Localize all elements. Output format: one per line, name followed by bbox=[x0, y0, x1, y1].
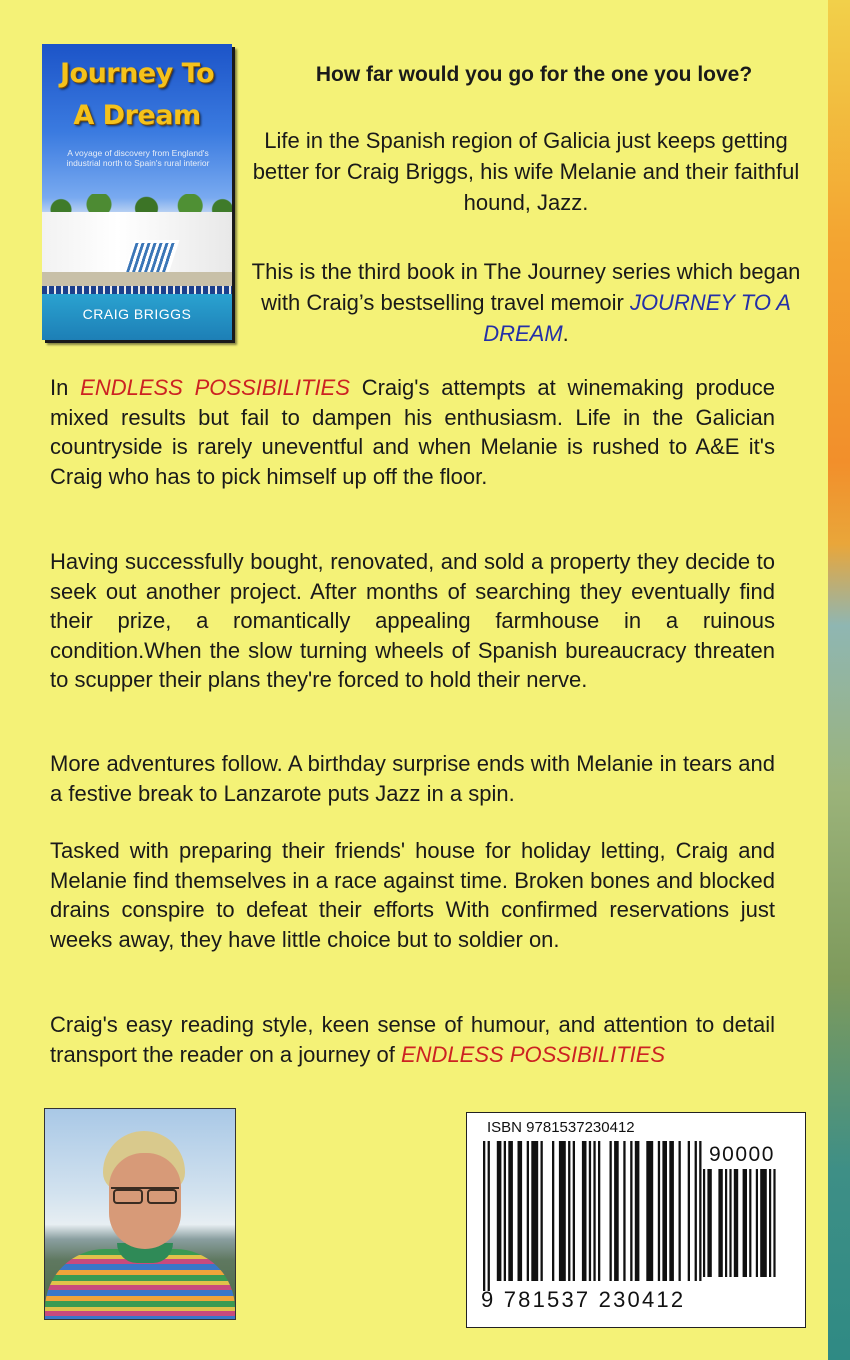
blurb-paragraph-4: Tasked with preparing their friends' house for holiday letting, Craig and Melanie find themselves in a race against time. Broken bones and blocked drains conspire to defeat their efforts With confirmed reservations just weeks away, they have little choice but to soldier on. bbox=[50, 838, 775, 952]
cover-author: CRAIG BRIGGS bbox=[82, 306, 192, 322]
barcode-bar bbox=[518, 1141, 523, 1281]
barcode-bar bbox=[527, 1141, 529, 1281]
tagline: How far would you go for the one you love? bbox=[315, 63, 753, 86]
blurb-p1-text: Craig's attempts at winemaking produce mixed results but fail to dampen his enthusiasm. Life in the Galician countryside is rarely uneventful and when Melanie is rushed to A&E it's Craig who has to pick himself up off the floor. bbox=[50, 375, 775, 489]
blurb-p5-text: Craig's easy reading style, keen sense of humour, and attention to detail transport the reader on a journey of bbox=[50, 1012, 775, 1067]
cover-pool-tiles bbox=[42, 286, 232, 294]
barcode-bar bbox=[718, 1169, 722, 1277]
barcode-bar bbox=[623, 1141, 625, 1281]
barcode-bar bbox=[760, 1169, 767, 1277]
author-photo bbox=[44, 1108, 236, 1320]
spine-edge-strip bbox=[828, 0, 850, 1360]
price-code: 90000 bbox=[709, 1143, 775, 1166]
blurb-paragraph-2: Having successfully bought, renovated, and sold a property they decide to seek out another project. After months of searching they eventually find their prize, a romantically appealing farmhouse in a ruinous condition.When the slow turning wheels of Spanish bureaucracy threaten to scupper their plans they're forced to hold their nerve. bbox=[50, 549, 775, 692]
barcode-bar bbox=[729, 1169, 731, 1277]
barcode-bar bbox=[630, 1141, 632, 1281]
barcode-bar bbox=[756, 1169, 758, 1277]
barcode-bar bbox=[646, 1141, 653, 1281]
barcode-bar bbox=[598, 1141, 600, 1281]
barcode-bar bbox=[488, 1141, 490, 1291]
barcode-bar bbox=[614, 1141, 619, 1281]
barcode-bar bbox=[749, 1169, 751, 1277]
barcode-bar bbox=[669, 1141, 674, 1281]
barcode-bar bbox=[743, 1169, 747, 1277]
cover-thumbnail bbox=[42, 44, 232, 340]
barcode-bar bbox=[573, 1141, 575, 1281]
cover-title-line2: A Dream bbox=[73, 100, 201, 131]
isbn-digits: 9 781537 230412 bbox=[481, 1287, 686, 1312]
barcode-bar bbox=[483, 1141, 485, 1291]
barcode-bar bbox=[531, 1141, 538, 1281]
blurb-paragraph-1 bbox=[50, 373, 775, 491]
barcode-bar bbox=[679, 1141, 681, 1281]
barcode-bar bbox=[582, 1141, 587, 1281]
previous-book-title: JOURNEY TO A DREAM bbox=[483, 290, 791, 346]
barcode-bar bbox=[688, 1141, 690, 1281]
cover-pool-deck bbox=[42, 272, 232, 286]
intro-paragraph-2-text: This is the third book in The Journey series which began with Craig’s bestselling travel memoir bbox=[251, 259, 801, 315]
addon-bars bbox=[703, 1169, 783, 1287]
cover-title-line1: Journey To bbox=[59, 58, 215, 89]
barcode-bar bbox=[658, 1141, 660, 1281]
barcode-bar bbox=[695, 1141, 697, 1281]
blurb-paragraph-3: More adventures follow. A birthday surprise ends with Melanie in tears and a festive break to Lanzarote puts Jazz in a spin. bbox=[50, 751, 775, 806]
book-title-closing: ENDLESS POSSIBILITIES bbox=[401, 1041, 666, 1067]
cover-subtitle: A voyage of discovery from England's industrial north to Spain's rural interior bbox=[66, 148, 210, 168]
barcode-bar bbox=[769, 1169, 771, 1277]
barcode-bar bbox=[541, 1141, 543, 1281]
barcode-bar bbox=[734, 1169, 738, 1277]
barcode-bar bbox=[508, 1141, 513, 1281]
barcode-bar bbox=[703, 1169, 705, 1277]
barcode-bar bbox=[707, 1169, 711, 1277]
ean13-bars bbox=[483, 1141, 705, 1291]
barcode-bar bbox=[593, 1141, 595, 1281]
blurb-p1-prefix: In bbox=[50, 375, 81, 400]
barcode-bar bbox=[559, 1141, 566, 1281]
barcode-bar bbox=[610, 1141, 612, 1281]
intro-paragraph-1: Life in the Spanish region of Galicia just keeps getting better for Craig Briggs, his wife Melanie and their faithful hound, Jazz. bbox=[252, 128, 800, 215]
barcode-bar bbox=[773, 1169, 775, 1277]
blurb-paragraph-5 bbox=[50, 1010, 775, 1069]
intro-paragraph-2 bbox=[244, 256, 808, 349]
isbn-label: ISBN 9781537230412 bbox=[487, 1119, 635, 1136]
barcode-bar bbox=[504, 1141, 506, 1281]
book-title: ENDLESS POSSIBILITIES bbox=[80, 375, 350, 400]
barcode-bar bbox=[589, 1141, 591, 1281]
barcode-bar bbox=[635, 1141, 640, 1281]
barcode-bar bbox=[552, 1141, 554, 1281]
barcode-bar bbox=[568, 1141, 570, 1281]
barcode-bar bbox=[699, 1141, 701, 1281]
isbn-barcode bbox=[466, 1112, 806, 1328]
barcode-bar bbox=[497, 1141, 502, 1281]
author-glasses bbox=[111, 1187, 179, 1203]
barcode-bar bbox=[725, 1169, 727, 1277]
barcode-bar bbox=[662, 1141, 667, 1281]
intro-paragraph-2-end: . bbox=[562, 321, 569, 346]
